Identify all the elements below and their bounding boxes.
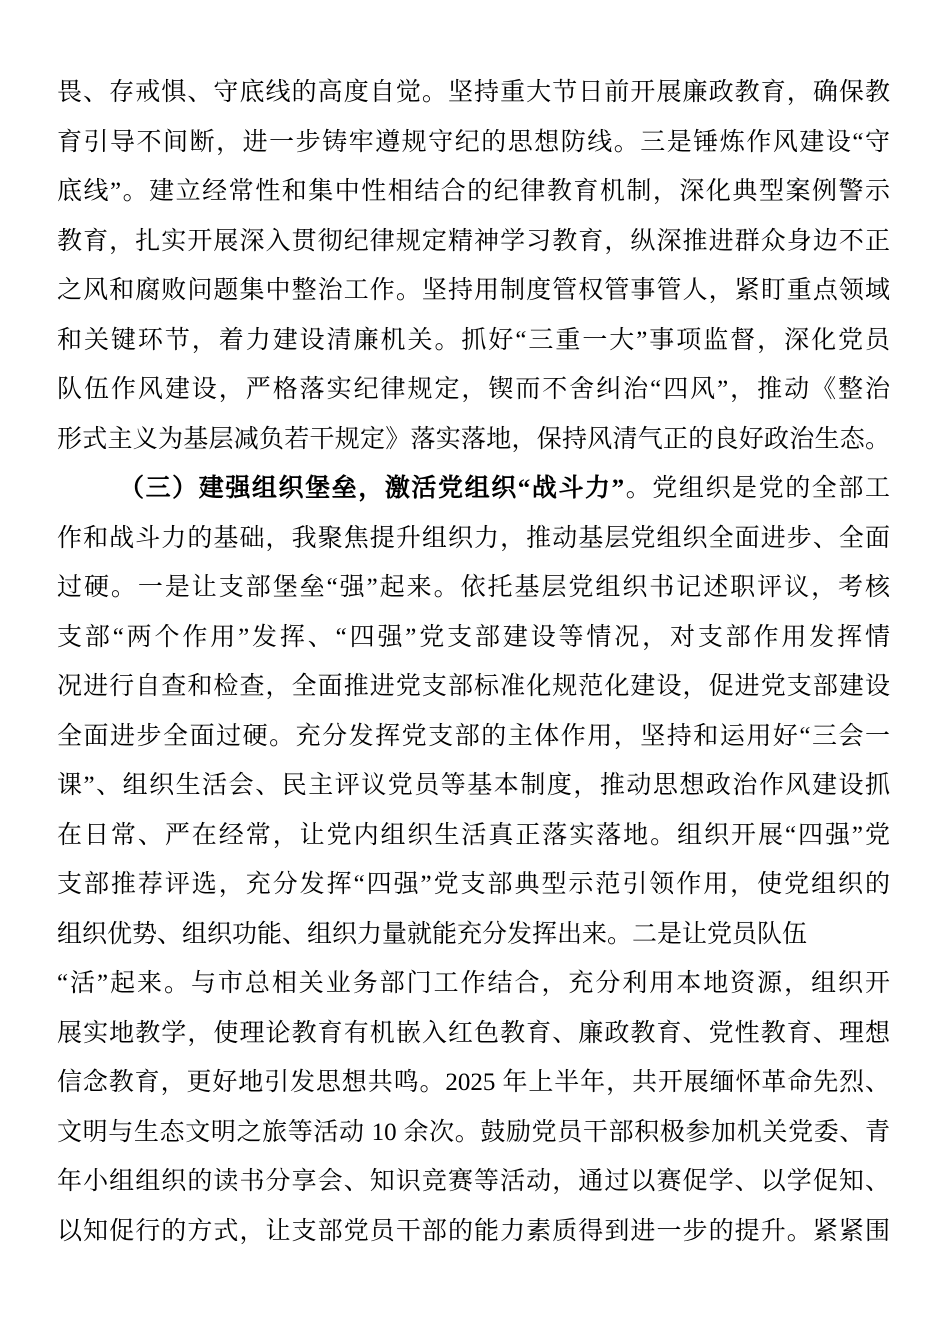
- text-line: 年小组组织的读书分享会、知识竞赛等活动，通过以赛促学、以学促知、: [57, 1168, 890, 1195]
- section-heading-bold: （三）建强组织堡垒，激活党组织“战斗力”: [119, 475, 625, 502]
- text-line: 以知促行的方式，让支部党员干部的能力素质得到进一步的提升。紧紧围: [57, 1217, 890, 1245]
- text-line: 形式主义为基层减负若干规定》落实落地，保持风清气正的良好政治生态。: [57, 425, 890, 453]
- section-heading-rest: 。党组织是党的全部工: [624, 475, 890, 502]
- text-line: 和关键环节，着力建设清廉机关。抓好“三重一大”事项监督，深化党员: [57, 326, 890, 354]
- text-line: 课”、组织生活会、民主评议党员等基本制度，推动思想政治作风建设抓: [57, 772, 890, 799]
- text-line: 队伍作风建设，严格落实纪律规定，锲而不舍纠治“四风”，推动《整治: [57, 376, 890, 403]
- text-line: “活”起来。与市总相关业务部门工作结合，充分利用本地资源，组织开: [57, 970, 890, 997]
- text-line: 支部“两个作用”发挥、“四强”党支部建设等情况，对支部作用发挥情: [57, 623, 890, 651]
- text-line: 信念教育，更好地引发思想共鸣。2025 年上半年，共开展缅怀革命先烈、: [57, 1069, 890, 1096]
- paragraph-organization-building: [57, 464, 890, 1256]
- text-line: 支部推荐评选，充分发挥“四强”党支部典型示范引领作用，使党组织的: [57, 871, 890, 898]
- text-line: 展实地教学，使理论教育有机嵌入红色教育、廉政教育、党性教育、理想: [57, 1019, 890, 1047]
- text-line: 况进行自查和检查，全面推进党支部标准化规范化建设，促进党支部建设: [57, 673, 890, 700]
- text-line: 全面进步全面过硬。充分发挥党支部的主体作用，坚持和运用好“三会一: [57, 722, 890, 750]
- text-line: 在日常、严在经常，让党内组织生活真正落实落地。组织开展“四强”党: [57, 821, 890, 849]
- text-line-heading: [57, 464, 890, 514]
- text-line: 育引导不间断，进一步铸牢遵规守纪的思想防线。三是锤炼作风建设“守: [57, 128, 890, 156]
- text-block: [57, 68, 890, 1256]
- text-line: 底线”。建立经常性和集中性相结合的纪律教育机制，深化典型案例警示: [57, 178, 890, 205]
- paragraph-discipline-education: [57, 68, 890, 464]
- text-line: 之风和腐败问题集中整治工作。坚持用制度管权管事管人，紧盯重点领域: [57, 277, 890, 304]
- text-line: 作和战斗力的基础，我聚焦提升组织力，推动基层党组织全面进步、全面: [57, 524, 890, 552]
- text-line: 过硬。一是让支部堡垒“强”起来。依托基层党组织书记述职评议，考核: [57, 574, 890, 601]
- text-line: 组织优势、组织功能、组织力量就能充分发挥出来。二是让党员队伍: [57, 920, 808, 948]
- text-line: 畏、存戒惧、守底线的高度自觉。坚持重大节日前开展廉政教育，确保教: [57, 79, 890, 106]
- text-line: 教育，扎实开展深入贯彻纪律规定精神学习教育，纵深推进群众身边不正: [57, 227, 890, 255]
- text-line: 文明与生态文明之旅等活动 10 余次。鼓励党员干部积极参加机关党委、青: [57, 1118, 890, 1146]
